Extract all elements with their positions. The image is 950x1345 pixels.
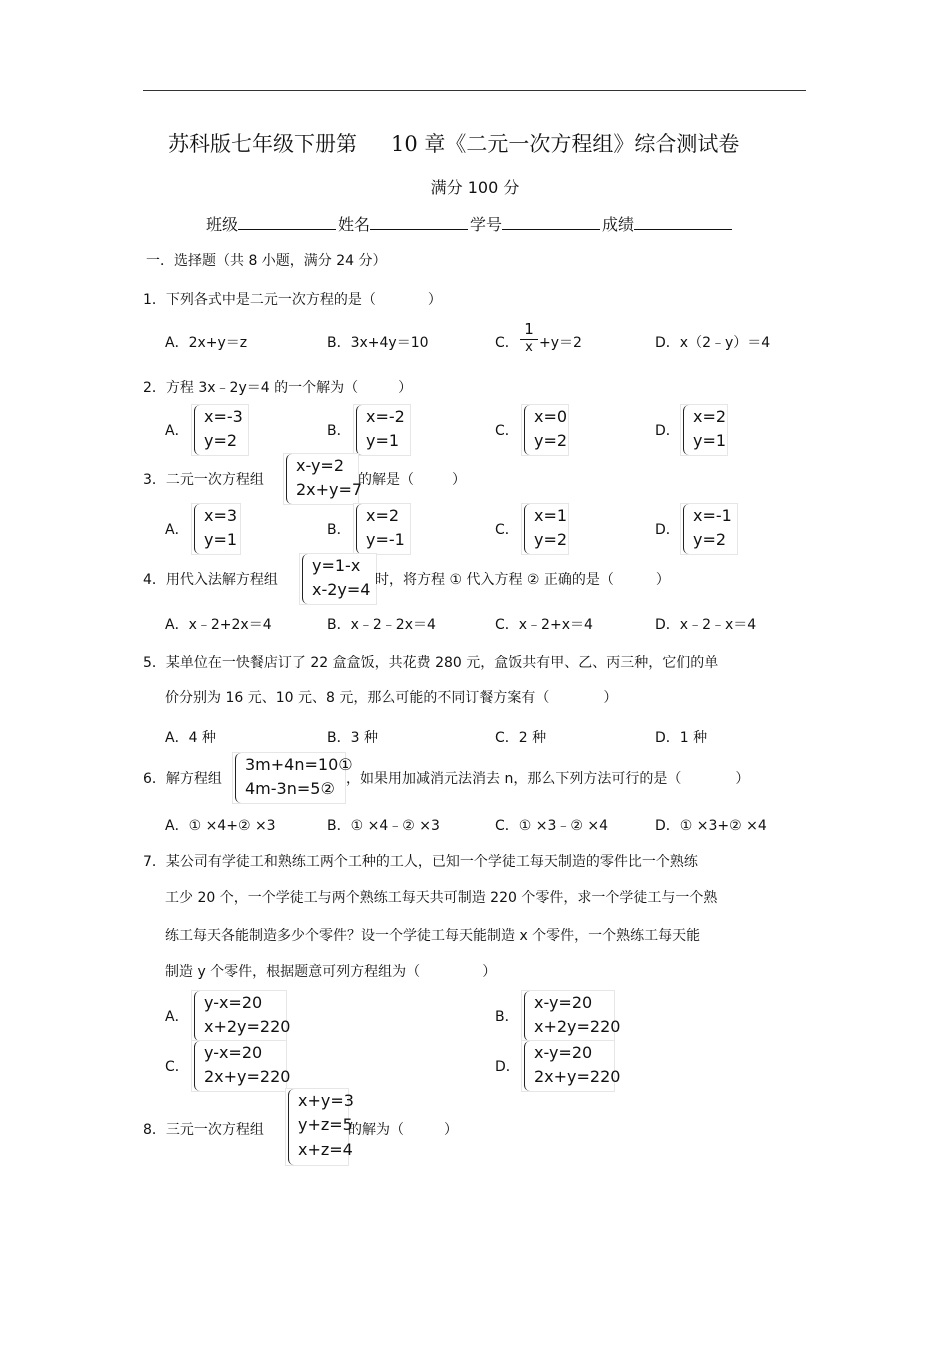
q1-option-c-rest: +y＝2 — [539, 335, 582, 351]
q8-stem-rest-text: 的解为（ — [348, 1122, 404, 1138]
q5-line2-text: 价分别为 16 元、10 元、8 元，那么可能的不同订餐方案有（ — [165, 690, 550, 706]
q7-option-a[interactable]: A． — [165, 1009, 189, 1025]
question-2-stem — [143, 377, 412, 397]
equation-line: x-2y=4 — [312, 580, 371, 599]
q3-option-a[interactable]: A． — [165, 522, 189, 538]
q4-stem-system — [299, 553, 377, 605]
q6-stem-rest-text: ，如果用加减消元法消去 n，那么下列方法可行的是（ — [346, 771, 682, 787]
equation-line: y=2 — [693, 530, 727, 549]
equation-line: y-x=20 — [204, 993, 263, 1012]
q1-close: ） — [427, 292, 442, 308]
question-3-stem: 3．二元一次方程组 — [143, 472, 264, 488]
equation-line: y=1-x — [312, 556, 361, 575]
equation-line: x-y=2 — [296, 456, 345, 475]
fraction-denominator: x — [525, 340, 533, 355]
q5-close: ） — [603, 690, 618, 706]
name-blank[interactable] — [370, 215, 468, 230]
equation-line: x+y=3 — [298, 1091, 354, 1110]
equation-line: y=2 — [204, 431, 238, 450]
question-7-line-2: 工少 20 个，一个学徒工与两个熟练工每天共可制造 220 个零件，求一个学徒工与一个熟 — [165, 890, 718, 906]
q2-option-d[interactable]: D． — [655, 423, 680, 439]
equation-line: x=-3 — [204, 407, 243, 426]
q5-option-c[interactable]: C．2 种 — [495, 730, 547, 746]
equation-line: y=2 — [534, 530, 568, 549]
q3-option-a-system — [191, 503, 241, 555]
question-5-line-2 — [165, 687, 617, 707]
q3-stem-rest-text: 的解是（ — [358, 472, 414, 488]
question-4-stem: 4．用代入法解方程组 — [143, 572, 278, 588]
q3-option-c-system — [521, 503, 569, 555]
equation-line: x-y=20 — [534, 1043, 593, 1062]
q7-option-b[interactable]: B． — [495, 1009, 519, 1025]
question-7-line-3: 练工每天各能制造多少个零件？设一个学徒工每天能制造 x 个零件，一个熟练工每天能 — [165, 928, 701, 944]
question-5-line-1: 5．某单位在一快餐店订了 22 盒盒饭，共花费 280 元，盒饭共有甲、乙、丙三种，它们的单 — [143, 655, 719, 671]
q3-close: ） — [452, 472, 466, 488]
equation-line: x=0 — [534, 407, 568, 426]
q7-option-c[interactable]: C． — [165, 1059, 189, 1075]
q4-option-d[interactable]: D．x﹣2﹣x＝4 — [655, 617, 757, 633]
equation-line: y=2 — [534, 431, 568, 450]
q4-option-b[interactable]: B．x﹣2﹣2x＝4 — [327, 617, 436, 633]
top-rule — [143, 90, 806, 91]
title-part-b: 10 章《二元一次方程组》综合测试卷 — [391, 132, 740, 156]
q2-option-b-system — [353, 404, 411, 456]
equation-line: 4m-3n=5② — [245, 779, 335, 798]
equation-line: 3m+4n=10① — [245, 755, 353, 774]
q2-option-a[interactable]: A． — [165, 423, 189, 439]
equation-line: y=1 — [693, 431, 727, 450]
q1-stem-text: 1．下列各式中是二元一次方程的是（ — [143, 292, 376, 308]
q6-stem-rest — [346, 768, 749, 788]
q3-option-d[interactable]: D． — [655, 522, 680, 538]
equation-line: x-y=20 — [534, 993, 593, 1012]
equation-line: x+z=4 — [298, 1140, 353, 1159]
q2-stem-text: 2．方程 3x﹣2y＝4 的一个解为（ — [143, 380, 359, 396]
equation-line: x=-1 — [693, 506, 732, 525]
q7-option-c-system — [191, 1040, 291, 1092]
q6-option-b[interactable]: B．① ×4﹣② ×3 — [327, 818, 440, 834]
q2-option-b[interactable]: B． — [327, 423, 351, 439]
question-1-stem — [143, 289, 442, 309]
q3-option-c[interactable]: C． — [495, 522, 519, 538]
class-label: 班级 — [206, 215, 239, 234]
q6-stem-system — [232, 752, 353, 804]
q7-close: ） — [482, 964, 497, 980]
equation-line: x+2y=220 — [534, 1017, 621, 1036]
question-7-line-4 — [165, 961, 496, 981]
q6-option-d[interactable]: D．① ×3+② ×4 — [655, 818, 767, 834]
q3-option-d-system — [680, 503, 738, 555]
q5-option-b[interactable]: B．3 种 — [327, 730, 378, 746]
q2-option-d-system — [680, 404, 728, 456]
equation-line: x+2y=220 — [204, 1017, 291, 1036]
q7-option-d[interactable]: D． — [495, 1059, 520, 1075]
q8-stem-system — [285, 1088, 354, 1166]
q4-option-a[interactable]: A．x﹣2+2x＝4 — [165, 617, 272, 633]
equation-line: y=1 — [204, 530, 238, 549]
q8-stem-rest — [348, 1119, 458, 1139]
equation-line: 2x+y=220 — [204, 1067, 291, 1086]
equation-line: y=1 — [366, 431, 400, 450]
q1-option-b[interactable]: B．3x+4y＝10 — [327, 335, 429, 351]
class-blank[interactable] — [238, 215, 336, 230]
equation-line: x=2 — [366, 506, 400, 525]
equation-line: y+z=5 — [298, 1115, 353, 1134]
question-8-stem: 8．三元一次方程组 — [143, 1122, 264, 1138]
number-blank[interactable] — [502, 215, 600, 230]
q6-option-a[interactable]: A．① ×4+② ×3 — [165, 818, 276, 834]
q6-option-c[interactable]: C．① ×3﹣② ×4 — [495, 818, 609, 834]
q6-close: ） — [735, 771, 750, 787]
number-label: 学号 — [470, 215, 503, 234]
q7-option-d-system — [521, 1040, 621, 1092]
equation-line: x=3 — [204, 506, 238, 525]
q4-stem-rest — [375, 569, 670, 589]
q7-option-a-system — [191, 990, 291, 1042]
score-blank[interactable] — [634, 215, 732, 230]
q5-option-d[interactable]: D．1 种 — [655, 730, 708, 746]
q4-option-c[interactable]: C．x﹣2+x＝4 — [495, 617, 593, 633]
question-6-stem: 6．解方程组 — [143, 771, 222, 787]
q1-option-a[interactable]: A．2x+y＝z — [165, 335, 248, 351]
q8-close: ） — [444, 1122, 458, 1138]
q2-close: ） — [398, 380, 413, 396]
fraction-numerator: 1 — [520, 320, 538, 340]
question-7-line-1: 7．某公司有学徒工和熟练工两个工种的工人，已知一个学徒工每天制造的零件比一个熟练 — [143, 854, 698, 870]
q4-close: ） — [655, 572, 670, 588]
q2-option-a-system — [191, 404, 249, 456]
equation-line: x=2 — [693, 407, 727, 426]
section-heading: 一．选择题（共 8 小题，满分 24 分） — [146, 253, 387, 269]
q1-option-c-fraction — [520, 320, 538, 362]
equation-line: x=1 — [534, 506, 568, 525]
equation-line: 2x+y=220 — [534, 1067, 621, 1086]
q7-option-b-system — [521, 990, 621, 1042]
page-title — [168, 128, 739, 158]
q7-line4-text: 制造 y 个零件，根据题意可列方程组为（ — [165, 964, 421, 980]
q5-option-a[interactable]: A．4 种 — [165, 730, 216, 746]
score-label: 成绩 — [602, 215, 635, 234]
q2-option-c-system — [521, 404, 569, 456]
q1-option-d[interactable]: D．x（2﹣y）＝4 — [655, 335, 771, 351]
student-info-line — [206, 212, 734, 235]
equation-line: 2x+y=7 — [296, 480, 363, 499]
q2-option-c[interactable]: C． — [495, 423, 519, 439]
q1-option-c-label[interactable]: C． — [495, 335, 519, 351]
q3-option-b-system — [353, 503, 411, 555]
equation-line: x=-2 — [366, 407, 405, 426]
equation-line: y=-1 — [366, 530, 405, 549]
q3-option-b[interactable]: B． — [327, 522, 351, 538]
q3-stem-rest — [358, 469, 466, 489]
full-score-line: 满分 100 分 — [430, 178, 520, 197]
equation-line: y-x=20 — [204, 1043, 263, 1062]
title-part-a: 苏科版七年级下册第 — [168, 132, 357, 156]
q3-stem-system — [283, 453, 363, 505]
name-label: 姓名 — [338, 215, 371, 234]
q4-stem-rest-text: 时，将方程 ① 代入方程 ② 正确的是（ — [375, 572, 614, 588]
